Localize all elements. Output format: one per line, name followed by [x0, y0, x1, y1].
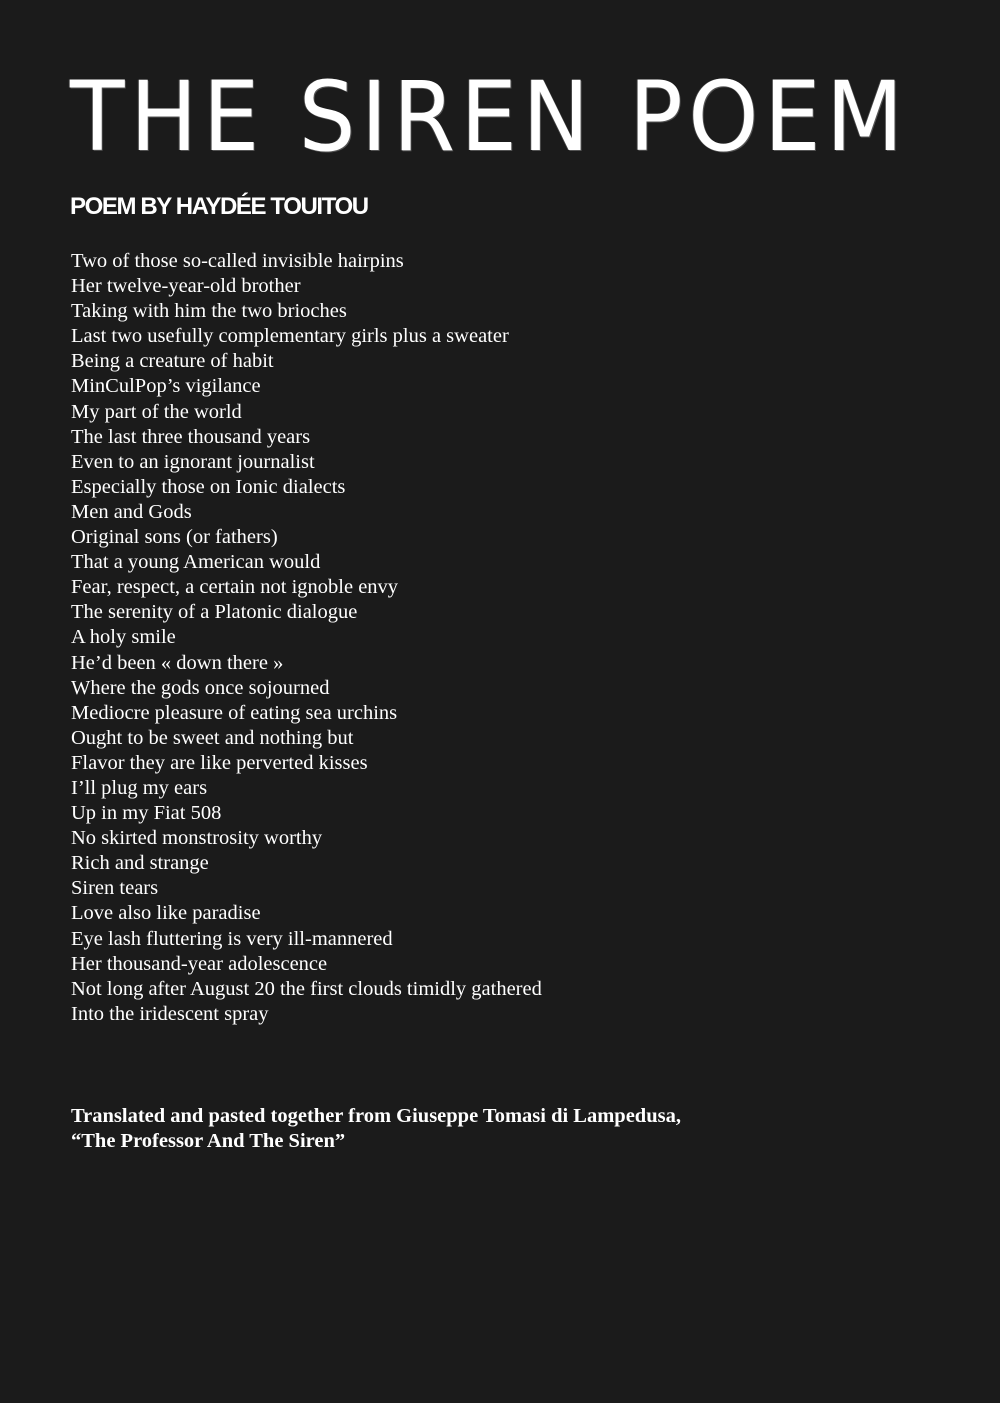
poem-line: Siren tears — [71, 877, 159, 900]
poem-line: Taking with him the two brioches — [71, 300, 347, 323]
poem-line: Where the gods once sojourned — [71, 676, 330, 699]
credit-line-1: Translated and pasted together from Giuseppe Tomasi di Lampedusa, — [71, 1105, 681, 1127]
poem-line: That a young American would — [71, 551, 321, 574]
poem-line: He’d been « down there » — [71, 651, 284, 674]
poem-line: No skirted monstrosity worthy — [71, 827, 323, 850]
translation-credit — [71, 1104, 681, 1154]
poem-line: Eye lash fluttering is very ill-mannered — [71, 927, 393, 950]
poem-line: The last three thousand years — [71, 425, 311, 448]
poem-line: I’ll plug my ears — [71, 776, 208, 799]
poem-line: Rich and strange — [71, 852, 209, 875]
poem-line: The serenity of a Platonic dialogue — [71, 601, 358, 624]
poem-line: My part of the world — [71, 400, 242, 423]
poem-line: A holy smile — [71, 626, 176, 649]
poem-line: Flavor they are like perverted kisses — [71, 751, 368, 774]
poem-line: Two of those so-called invisible hairpins — [71, 250, 404, 272]
poem-line: Not long after August 20 the first clouds timidly gathered — [71, 977, 542, 1000]
poem-line: MinCulPop’s vigilance — [71, 375, 261, 398]
poem-line: Her twelve-year-old brother — [71, 275, 301, 298]
poem-line: Fear, respect, a certain not ignoble envy — [71, 576, 399, 599]
poem-line: Being a creature of habit — [71, 350, 274, 373]
poem-line: Men and Gods — [71, 500, 192, 523]
page-title: THE SIREN POEM — [70, 61, 909, 173]
poem-line: Even to an ignorant journalist — [71, 450, 315, 473]
poem-line: Her thousand-year adolescence — [71, 952, 328, 975]
poem-line: Original sons (or fathers) — [71, 526, 278, 549]
poem-line: Last two usefully complementary girls plus a sweater — [71, 325, 509, 348]
poem-line: Into the iridescent spray — [71, 1002, 269, 1025]
poem-line: Mediocre pleasure of eating sea urchins — [71, 701, 398, 724]
credit-line-2: “The Professor And The Siren” — [71, 1130, 346, 1152]
poem-line: Love also like paradise — [71, 902, 261, 925]
author-byline: POEM BY HAYDÉE TOUITOU — [70, 193, 368, 220]
poem-body — [71, 249, 542, 1027]
poem-line: Especially those on Ionic dialects — [71, 475, 346, 498]
poem-line: Ought to be sweet and nothing but — [71, 726, 354, 749]
poem-line: Up in my Fiat 508 — [71, 802, 222, 825]
